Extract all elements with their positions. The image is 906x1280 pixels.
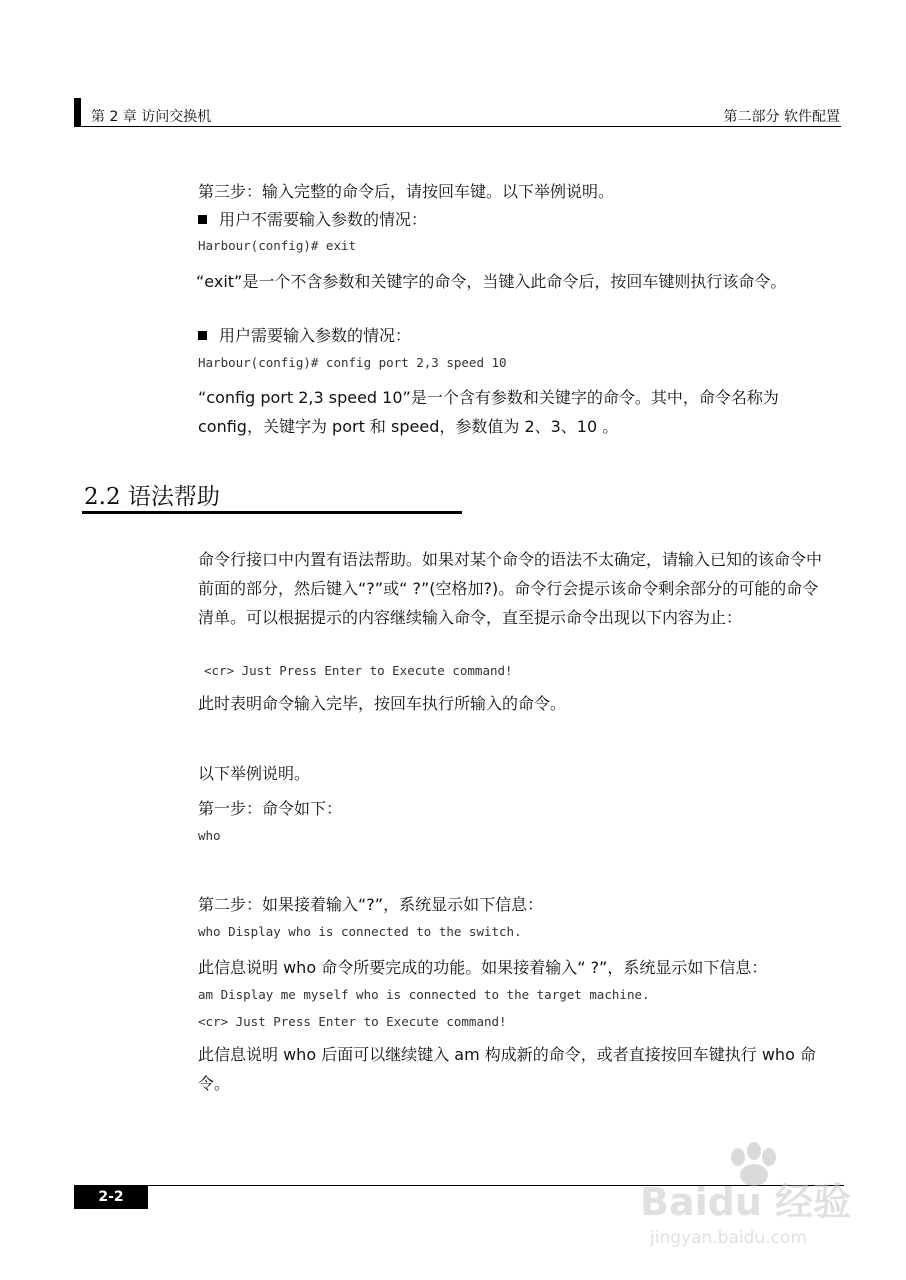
header-rule xyxy=(74,126,841,127)
step1-label: 第一步：命令如下： xyxy=(198,799,343,818)
bullet-square-icon xyxy=(198,215,207,224)
bullet-square-icon xyxy=(198,331,207,340)
help-para-1: 命令行接口中内置有语法帮助。如果对某个命令的语法不太确定，请输入已知的该命令中前面的部分，然后键入“?”或“ ?”(空格加?)。命令行会提示该命令剩余部分的可能的命令清单。可以根据提示的内容继续输入命令，直至提示命令出现以下内容为止： xyxy=(198,550,823,627)
section-title: 2.2 语法帮助 xyxy=(84,484,220,510)
code-exit: Harbour(config)# exit xyxy=(198,238,357,253)
step2-label: 第二步：如果接着输入“?”，系统显示如下信息： xyxy=(198,895,544,914)
code-am: am Display me myself who is connected to the target machine. xyxy=(198,987,650,1002)
bullet-no-params xyxy=(198,206,427,234)
baidu-watermark-logo xyxy=(640,1135,870,1250)
code-config-port: Harbour(config)# config port 2,3 speed 10 xyxy=(198,355,507,370)
watermark-brand: Baidu 经验 xyxy=(640,1180,852,1224)
explain-config-port: “config port 2,3 speed 10”是一个含有参数和关键字的命令。其中，命令名称为 config，关键字为 port 和 speed，参数值为 2、3、10 。 xyxy=(198,388,779,436)
code-cr: <cr> Just Press Enter to Execute command! xyxy=(204,663,513,678)
explain-exit: “exit”是一个不含参数和关键字的命令，当键入此命令后，按回车键则执行该命令。 xyxy=(196,272,787,291)
help-para-4: 此信息说明 who 后面可以继续键入 am 构成新的命令，或者直接按回车键执行 who 命令。 xyxy=(198,1045,816,1093)
header-bar xyxy=(74,98,81,127)
bullet-with-params xyxy=(198,322,411,350)
part-header: 第二部分 软件配置 xyxy=(723,109,840,125)
help-para-3: 此信息说明 who 命令所要完成的功能。如果接着输入“ ?”，系统显示如下信息： xyxy=(198,958,768,977)
page-number: 2-2 xyxy=(74,1186,148,1209)
code-who-display: who Display who is connected to the switch. xyxy=(198,924,522,939)
code-cr-2: <cr> Just Press Enter to Execute command! xyxy=(198,1014,507,1029)
chapter-header: 第 2 章 访问交换机 xyxy=(91,109,212,125)
example-intro: 以下举例说明。 xyxy=(198,764,311,783)
section-rule xyxy=(82,511,462,514)
code-who: who xyxy=(198,828,221,843)
bullet-with-params-label: 用户需要输入参数的情况： xyxy=(219,326,412,345)
bullet-no-params-label: 用户不需要输入参数的情况： xyxy=(219,210,428,229)
help-para-2: 此时表明命令输入完毕，按回车执行所输入的命令。 xyxy=(198,694,567,713)
watermark-url: jingyan.baidu.com xyxy=(650,1228,807,1248)
step3-intro: 第三步：输入完整的命令后，请按回车键。以下举例说明。 xyxy=(198,182,615,201)
